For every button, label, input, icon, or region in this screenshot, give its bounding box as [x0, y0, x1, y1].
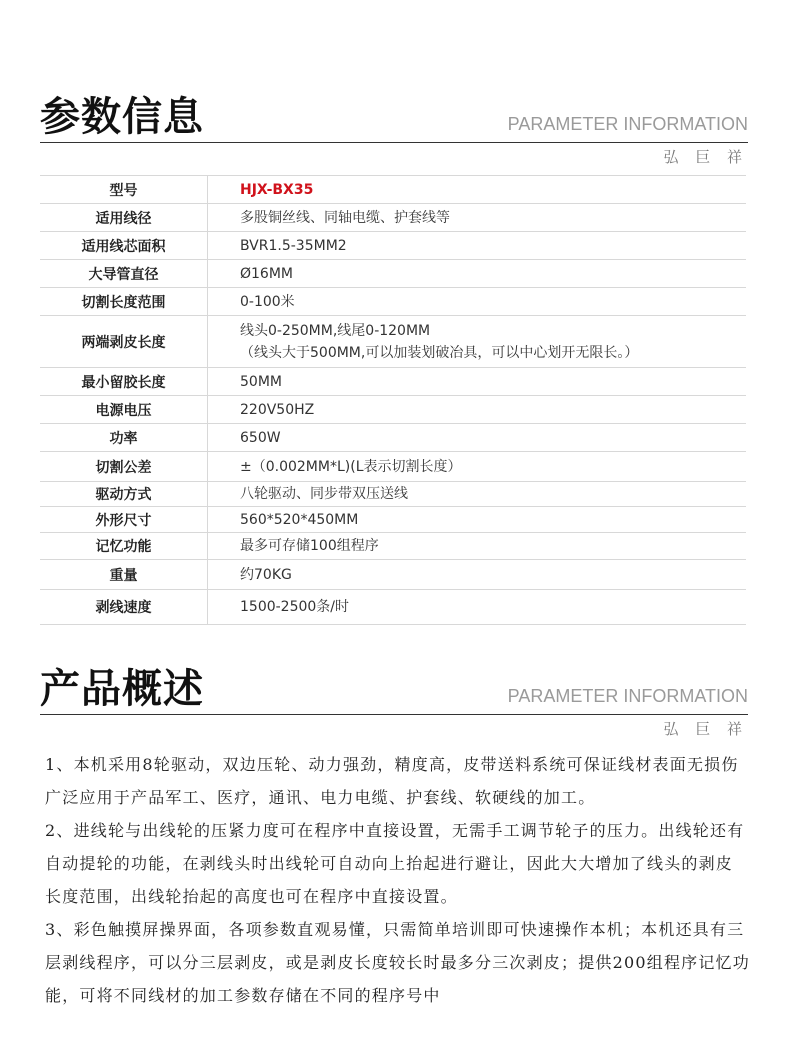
spec-value: 50MM	[208, 368, 747, 396]
spec-value	[208, 316, 747, 368]
spec-value: ±（0.002MM*L)(L表示切割长度）	[208, 452, 747, 482]
spec-label: 两端剥皮长度	[40, 316, 208, 368]
spec-value: BVR1.5-35MM2	[208, 232, 747, 260]
spec-value: 多股铜丝线、同轴电缆、护套线等	[208, 204, 747, 232]
spec-label: 切割长度范围	[40, 288, 208, 316]
table-row	[40, 482, 746, 507]
overview-brand: 弘 巨 祥	[663, 720, 748, 738]
spec-value: 最多可存储100组程序	[208, 533, 747, 560]
parameters-header	[40, 92, 748, 172]
spec-value: 约70KG	[208, 560, 747, 590]
spec-value: 220V50HZ	[208, 396, 747, 424]
spec-label: 型号	[40, 176, 208, 204]
table-row	[40, 368, 746, 396]
overview-header	[40, 664, 748, 744]
overview-paragraph: 3、彩色触摸屏操界面，各项参数直观易懂，只需简单培训即可快速操作本机；本机还具有三层剥线程序，可以分三层剥皮，或是剥皮长度较长时最多分三次剥皮；提供200组程序记忆功能，可将不同线材的加工参数存储在不同的程序号中	[45, 920, 750, 1005]
spec-table	[40, 175, 746, 625]
table-row	[40, 507, 746, 533]
spec-label: 剥线速度	[40, 590, 208, 625]
spec-value: 650W	[208, 424, 747, 452]
table-row	[40, 204, 746, 232]
table-row	[40, 590, 746, 625]
table-row	[40, 424, 746, 452]
parameters-brand: 弘 巨 祥	[663, 148, 748, 166]
table-row	[40, 316, 746, 368]
spec-value: 560*520*450MM	[208, 507, 747, 533]
spec-value: HJX-BX35	[208, 176, 747, 204]
spec-value-line2: （线头大于500MM,可以加装划破冶具，可以中心划开无限长。）	[240, 344, 639, 361]
spec-label: 切割公差	[40, 452, 208, 482]
parameters-divider	[40, 142, 748, 143]
spec-value: 八轮驱动、同步带双压送线	[208, 482, 747, 507]
parameters-subtitle: PARAMETER INFORMATION	[507, 114, 748, 134]
spec-label: 重量	[40, 560, 208, 590]
table-row	[40, 176, 746, 204]
spec-label: 外形尺寸	[40, 507, 208, 533]
spec-label: 大导管直径	[40, 260, 208, 288]
spec-value-line1: 线头0-250MM,线尾0-120MM	[240, 322, 431, 339]
spec-label: 电源电压	[40, 396, 208, 424]
overview-subtitle: PARAMETER INFORMATION	[507, 686, 748, 706]
table-row	[40, 260, 746, 288]
overview-paragraph: 2、进线轮与出线轮的压紧力度可在程序中直接设置，无需手工调节轮子的压力。出线轮还有自动提轮的功能，在剥线头时出线轮可自动向上抬起进行避让，因此大大增加了线头的剥皮长度范围，出线轮抬起的高度也可在程序中直接设置。	[45, 821, 745, 906]
spec-label: 驱动方式	[40, 482, 208, 507]
spec-label: 功率	[40, 424, 208, 452]
spec-label: 最小留胶长度	[40, 368, 208, 396]
table-row	[40, 560, 746, 590]
spec-label: 适用线径	[40, 204, 208, 232]
overview-divider	[40, 714, 748, 715]
spec-value: 1500-2500条/时	[208, 590, 747, 625]
spec-value: 0-100米	[208, 288, 747, 316]
overview-body	[45, 748, 750, 1012]
spec-label: 记忆功能	[40, 533, 208, 560]
spec-label: 适用线芯面积	[40, 232, 208, 260]
table-row	[40, 232, 746, 260]
table-row	[40, 452, 746, 482]
table-row	[40, 533, 746, 560]
parameters-title: 参数信息	[40, 94, 204, 140]
overview-title: 产品概述	[40, 666, 204, 712]
overview-paragraph: 1、本机采用8轮驱动，双边压轮、动力强劲，精度高，皮带送料系统可保证线材表面无损伤广泛应用于产品军工、医疗，通讯、电力电缆、护套线、软硬线的加工。	[45, 755, 739, 807]
table-row	[40, 288, 746, 316]
table-row	[40, 396, 746, 424]
spec-value: Ø16MM	[208, 260, 747, 288]
